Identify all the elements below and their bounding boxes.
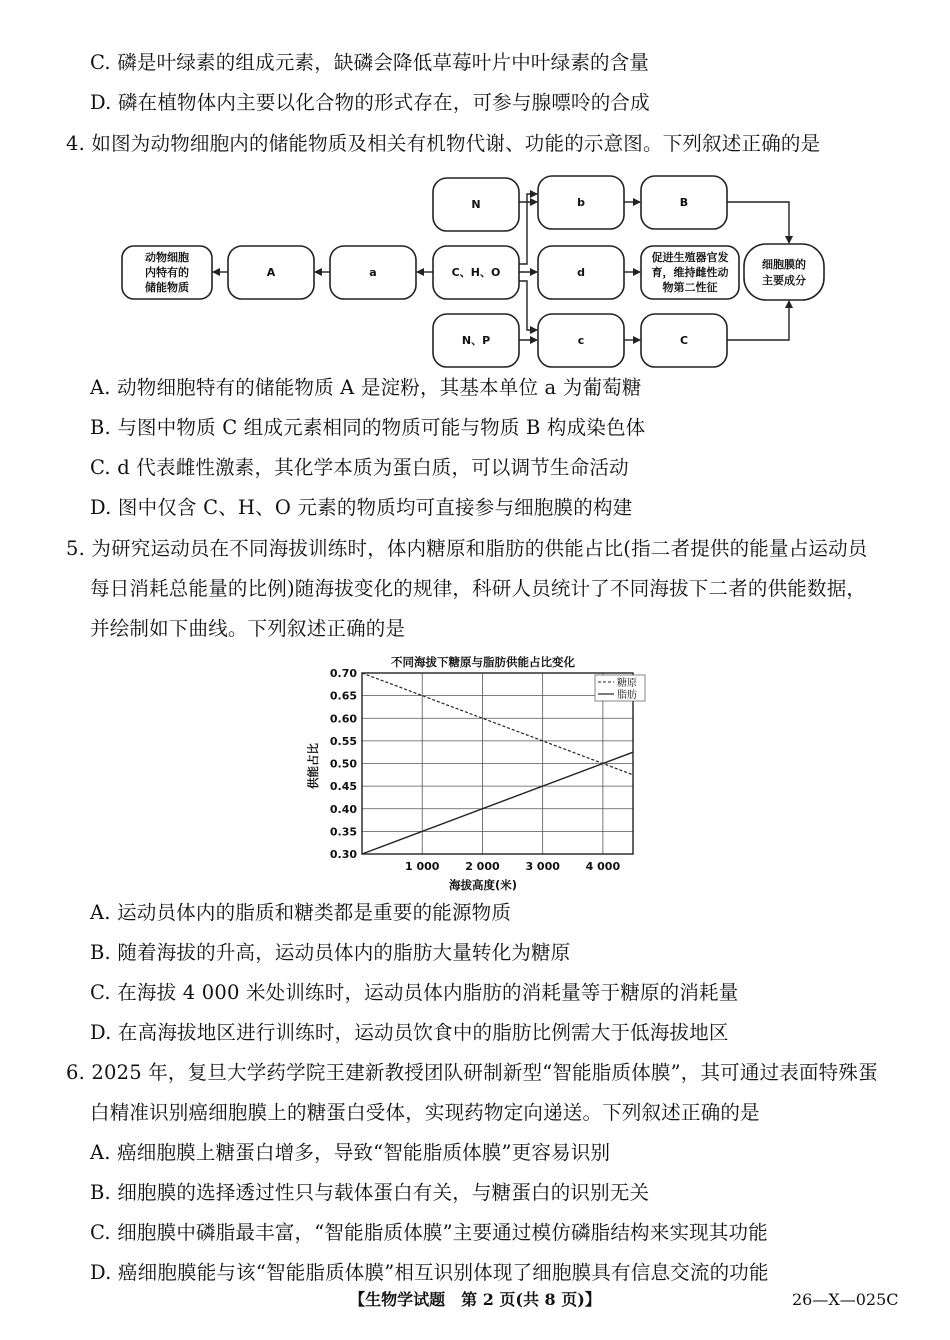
membrane-label-1: 细胞膜的 [762, 258, 806, 271]
func-label-3: 物第二性征 [662, 281, 718, 294]
storage-label-2: 内特有的 [145, 266, 189, 279]
q5-option-a: A. 运动员体内的脂质和糖类都是重要的能源物质 [90, 901, 512, 924]
q5-stem-line2: 每日消耗总能量的比例)随海拔变化的规律，科研人员统计了不同海拔下二者的供能数据， [90, 577, 867, 600]
page-footer: 【生物学试题 第 2 页(共 8 页)】 [349, 1290, 601, 1309]
series-fat-line [362, 752, 633, 854]
q4-option-d: D. 图中仅含 C、H、O 元素的物质均可直接参与细胞膜的构建 [90, 496, 633, 519]
x-tick-label: 1 000 [404, 860, 440, 873]
q4-option-c: C. d 代表雌性激素，其化学本质为蛋白质，可以调节生命活动 [90, 456, 629, 479]
q6-option-a: A. 癌细胞膜上糖蛋白增多，导致“智能脂质体膜”更容易识别 [90, 1141, 611, 1164]
y-tick-label: 0.35 [329, 825, 357, 839]
func-label-1: 促进生殖器官发 [651, 251, 729, 264]
legend-label-glycogen: 糖原 [617, 678, 637, 689]
y-tick-label: 0.70 [329, 667, 357, 680]
x-tick-labels [405, 860, 620, 873]
label-B: B [679, 196, 689, 209]
legend-label-fat: 脂肪 [617, 690, 637, 701]
q3-option-d: D. 磷在植物体内主要以化合物的形式存在，可参与腺嘌呤的合成 [90, 91, 650, 114]
y-tick-label: 0.50 [329, 757, 357, 771]
y-tick-label: 0.45 [329, 780, 357, 794]
label-b: b [577, 196, 585, 209]
chart-legend [595, 675, 645, 701]
q6-option-b: B. 细胞膜的选择透过性只与载体蛋白有关，与糖蛋白的识别无关 [90, 1181, 650, 1204]
x-tick-label: 4 000 [585, 860, 621, 873]
label-A: A [266, 266, 276, 279]
paper-code: 26—X—025C [792, 1290, 899, 1309]
q4-option-b: B. 与图中物质 C 组成元素相同的物质可能与物质 B 构成染色体 [90, 416, 646, 439]
q3-option-c: C. 磷是叶绿素的组成元素，缺磷会降低草莓叶片中叶绿素的含量 [90, 51, 650, 74]
q4-option-a: A. 动物细胞特有的储能物质 A 是淀粉，其基本单位 a 为葡萄糖 [90, 376, 642, 399]
q6-stem-line1: 6. 2025 年，复旦大学药学院王建新教授团队研制新型“智能脂质体膜”，其可通过表面特殊蛋 [66, 1061, 878, 1084]
y-tick-label: 0.55 [329, 734, 357, 748]
q5-option-d: D. 在高海拔地区进行训练时，运动员饮食中的脂肪比例需大于低海拔地区 [90, 1021, 729, 1044]
label-cho: C、H、O [451, 266, 501, 279]
label-C: C [679, 334, 689, 347]
chart-title: 不同海拔下糖原与脂肪供能占比变化 [391, 655, 575, 669]
y-tick-labels [330, 667, 357, 861]
storage-label-1: 动物细胞 [145, 251, 189, 264]
q5-option-b: B. 随着海拔的升高，运动员体内的脂肪大量转化为糖原 [90, 941, 571, 964]
y-axis-label: 供能占比 [306, 743, 320, 789]
label-c: c [577, 334, 585, 347]
x-tick-label: 3 000 [525, 860, 560, 873]
q6-stem-line2: 白精准识别癌细胞膜上的糖蛋白受体，实现药物定向递送。下列叙述正确的是 [90, 1101, 760, 1124]
label-a: a [369, 266, 377, 279]
chart-grid [362, 673, 633, 854]
q5-option-c: C. 在海拔 4 000 米处训练时，运动员体内脂肪的消耗量等于糖原的消耗量 [90, 981, 739, 1004]
membrane-label-2: 主要成分 [762, 274, 806, 287]
q6-option-c: C. 细胞膜中磷脂最丰富，“智能脂质体膜”主要通过模仿磷脂结构来实现其功能 [90, 1221, 768, 1244]
label-NP: N、P [461, 334, 491, 347]
label-d: d [577, 266, 585, 279]
label-N: N [471, 198, 481, 211]
func-label-2: 育，维持雌性动 [651, 266, 729, 279]
x-axis-label: 海拔高度(米) [448, 878, 518, 892]
y-tick-label: 0.60 [329, 712, 357, 726]
q5-stem-line3: 并绘制如下曲线。下列叙述正确的是 [90, 617, 406, 640]
storage-label-3: 储能物质 [145, 281, 189, 294]
y-tick-label: 0.65 [329, 689, 357, 703]
y-tick-label: 0.30 [329, 848, 357, 861]
q4-stem: 4. 如图为动物细胞内的储能物质及相关有机物代谢、功能的示意图。下列叙述正确的是 [66, 132, 821, 155]
x-tick-label: 2 000 [465, 860, 500, 873]
series-glycogen-line [362, 673, 633, 775]
y-tick-label: 0.40 [329, 802, 357, 816]
q6-option-d: D. 癌细胞膜能与该“智能脂质体膜”相互识别体现了细胞膜具有信息交流的功能 [90, 1261, 769, 1284]
q5-stem-line1: 5. 为研究运动员在不同海拔训练时，体内糖原和脂肪的供能占比(指二者提供的能量占运动员 [66, 537, 868, 560]
